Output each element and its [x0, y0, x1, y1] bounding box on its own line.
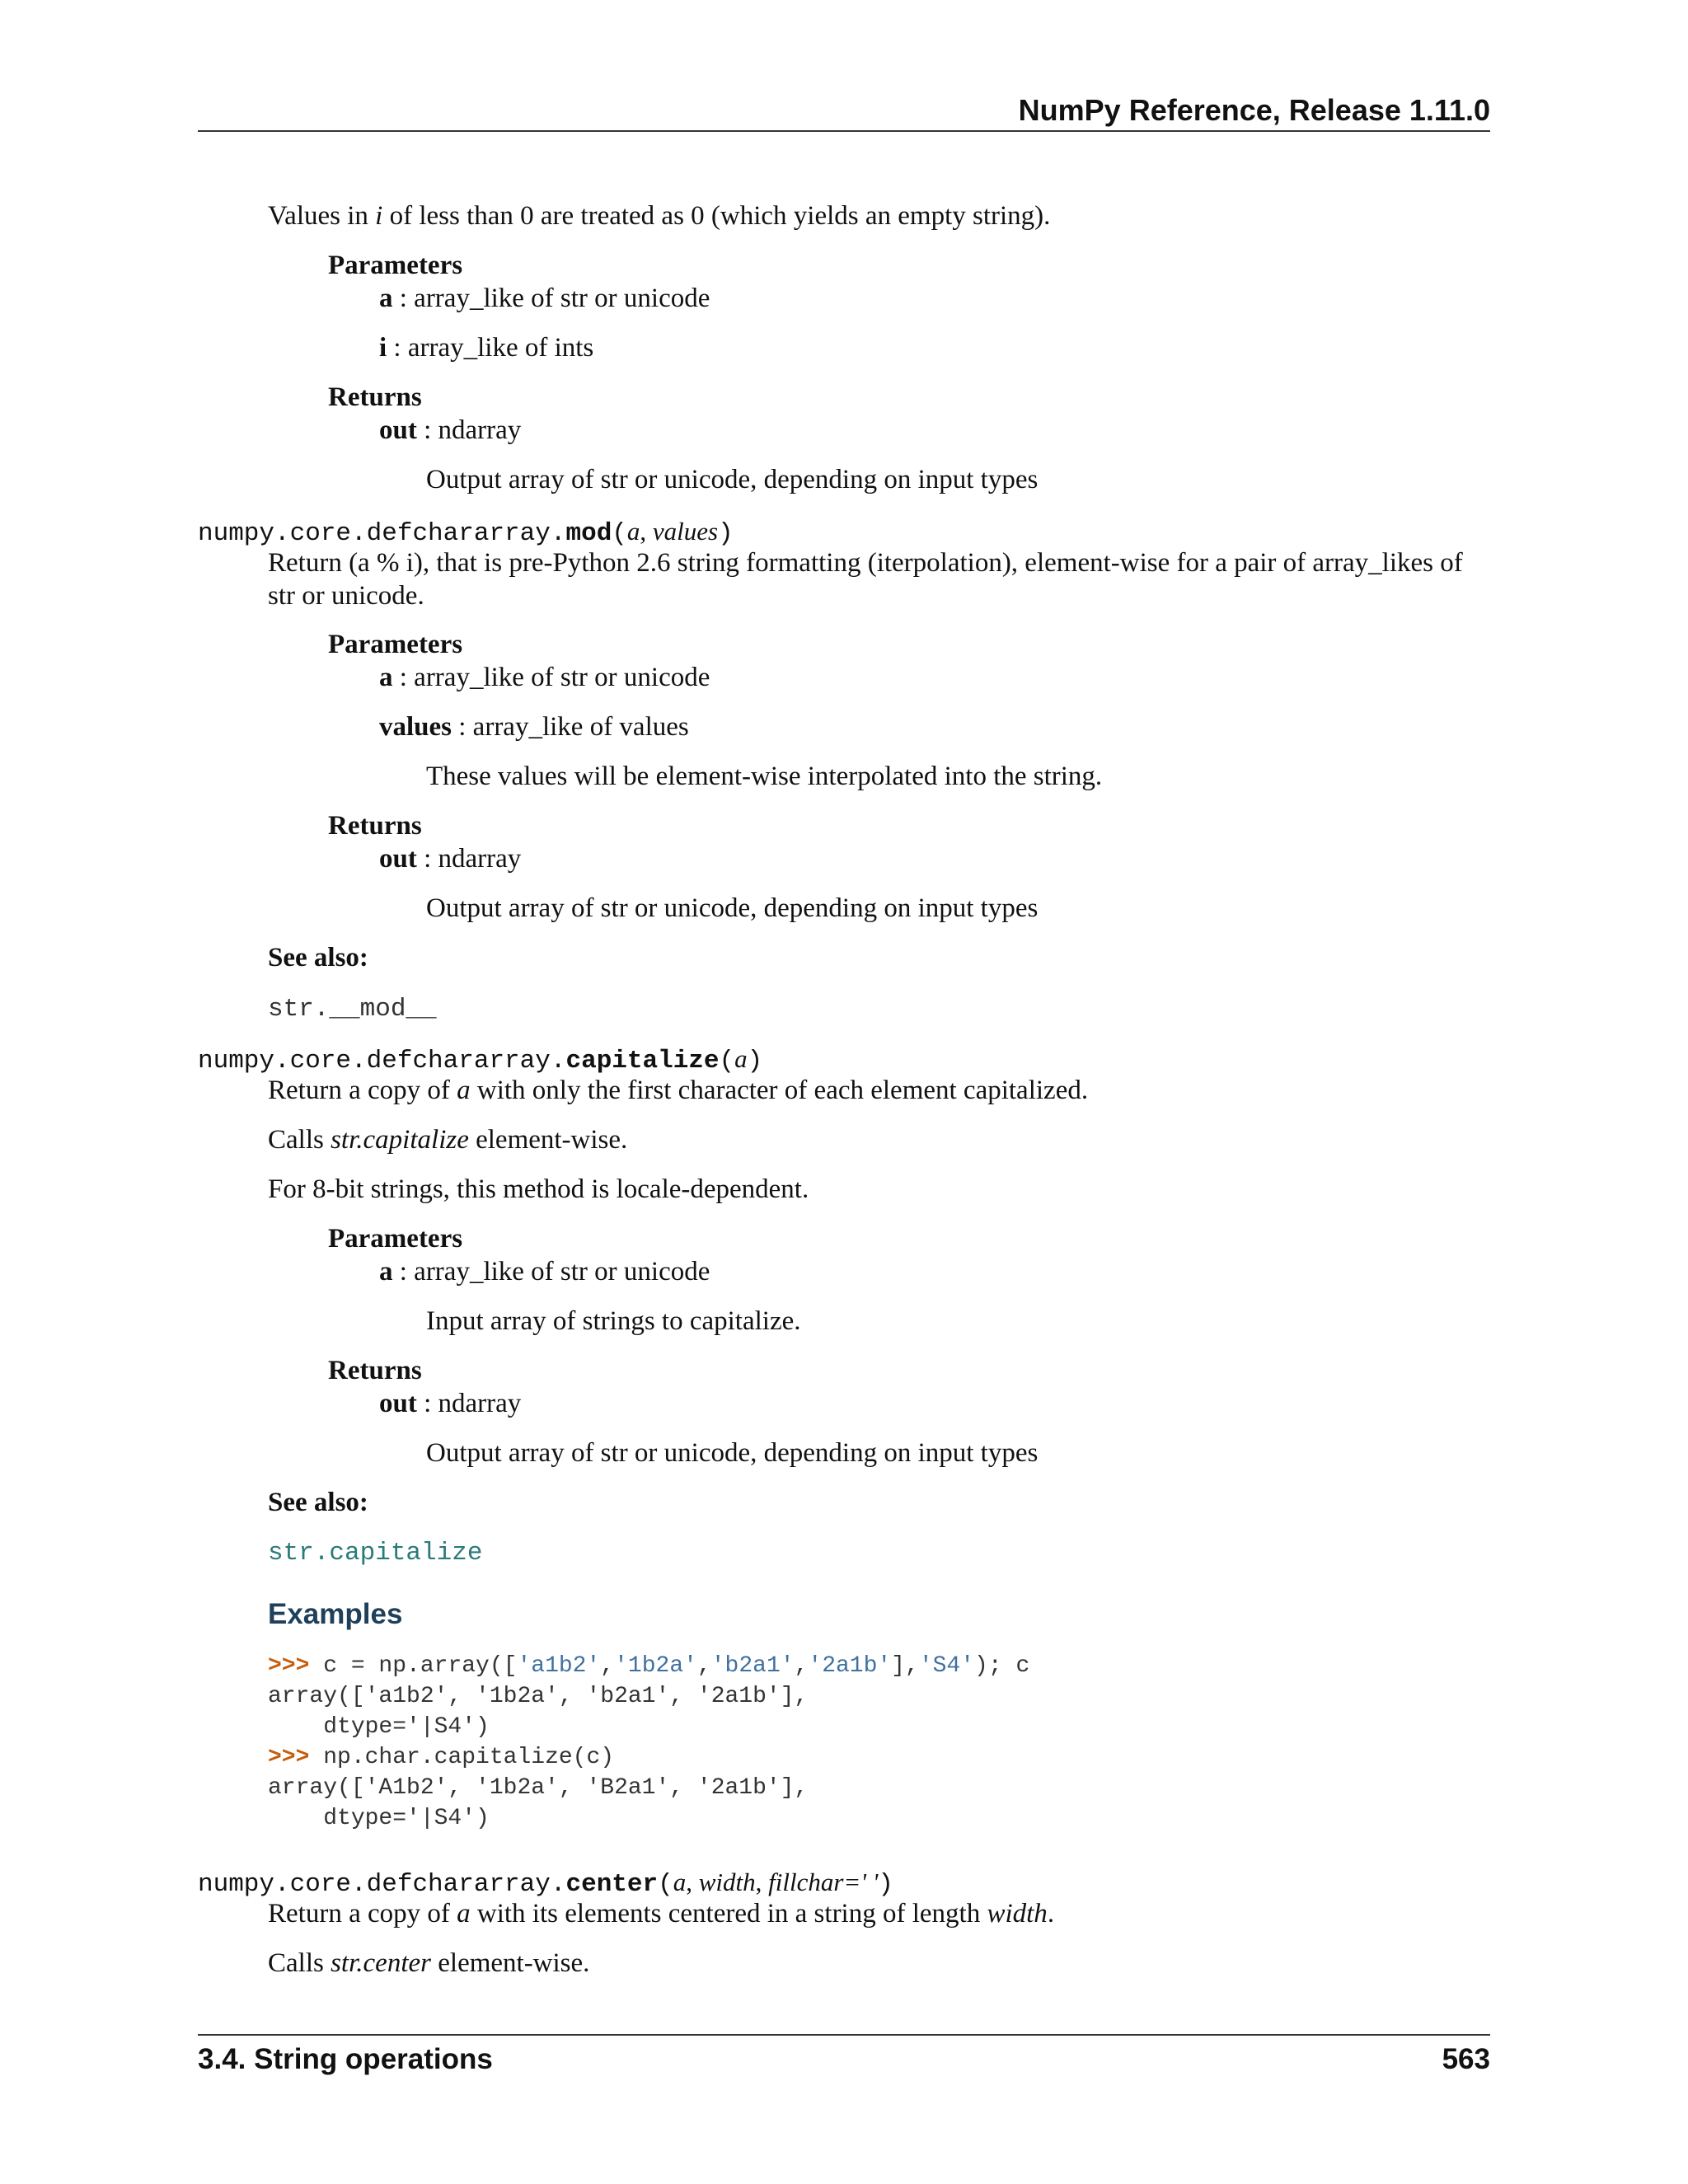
center-calls-note: Calls str.center element-wise. [268, 1948, 590, 1978]
intro-values-text: Values in i of less than 0 are treated as 0 (which yields an empty string). [268, 201, 1051, 231]
footer-rule [198, 2034, 1490, 2036]
mod-seealso-heading: See also: [268, 943, 368, 972]
capitalize-return-out-desc: Output array of str or unicode, depending on input types [426, 1438, 1039, 1468]
code-line-1: >>> c = np.array(['a1b2','1b2a','b2a1','2a1b'],'S4'); c [268, 1653, 1030, 1679]
intro-return-out-desc: Output array of str or unicode, depending on input types [426, 465, 1039, 494]
intro-return-out: out : ndarray [379, 415, 522, 445]
code-line-4: >>> np.char.capitalize(c) [268, 1745, 615, 1770]
capitalize-returns-heading: Returns [328, 1356, 422, 1385]
mod-params-heading: Parameters [328, 630, 463, 659]
capitalize-signature: numpy.core.defchararray.capitalize(a) [198, 1044, 763, 1076]
mod-seealso-item: str.__mod__ [268, 995, 437, 1024]
page-footer [198, 2042, 1490, 2077]
header-rule [198, 130, 1490, 132]
intro-param-a: a : array_like of str or unicode [379, 284, 710, 313]
capitalize-seealso-link[interactable]: str.capitalize [268, 1539, 483, 1568]
capitalize-locale-note: For 8-bit strings, this method is locale-dependent. [268, 1174, 809, 1204]
intro-param-i: i : array_like of ints [379, 333, 594, 363]
mod-return-out-desc: Output array of str or unicode, depending on input types [426, 893, 1039, 923]
mod-param-values: values : array_like of values [379, 712, 689, 742]
footer-page-number: 563 [1442, 2043, 1490, 2075]
intro-params-heading: Parameters [328, 251, 463, 280]
code-line-6: dtype='|S4') [268, 1806, 490, 1831]
capitalize-param-a-desc: Input array of strings to capitalize. [426, 1306, 801, 1336]
capitalize-params-heading: Parameters [328, 1224, 463, 1254]
code-line-3: dtype='|S4') [268, 1714, 490, 1740]
mod-description: Return (a % i), that is pre-Python 2.6 string formatting (iterpolation), element-wise for a pair of array_likes of str or unicode. [268, 548, 1463, 611]
mod-returns-heading: Returns [328, 811, 422, 841]
capitalize-description: Return a copy of a with only the first character of each element capitalized. [268, 1076, 1089, 1105]
capitalize-param-a: a : array_like of str or unicode [379, 1257, 710, 1286]
center-description: Return a copy of a with its elements centered in a string of length width. [268, 1899, 1055, 1929]
page-header-title: NumPy Reference, Release 1.11.0 [1018, 93, 1490, 127]
capitalize-examples-heading: Examples [268, 1598, 403, 1630]
mod-signature: numpy.core.defchararray.mod(a, values) [198, 517, 734, 548]
center-signature: numpy.core.defchararray.center(a, width, fillchar=' ') [198, 1868, 893, 1899]
intro-returns-heading: Returns [328, 382, 422, 412]
mod-return-out: out : ndarray [379, 844, 522, 874]
code-line-5: array(['A1b2', '1b2a', 'B2a1', '2a1b'], [268, 1775, 809, 1801]
footer-section-title: 3.4. String operations [198, 2043, 493, 2075]
code-line-2: array(['a1b2', '1b2a', 'b2a1', '2a1b'], [268, 1684, 809, 1709]
mod-param-values-desc: These values will be element-wise interpolated into the string. [426, 762, 1103, 791]
capitalize-seealso-heading: See also: [268, 1488, 368, 1517]
capitalize-calls-note: Calls str.capitalize element-wise. [268, 1125, 628, 1155]
capitalize-return-out: out : ndarray [379, 1389, 522, 1418]
mod-param-a: a : array_like of str or unicode [379, 663, 710, 692]
